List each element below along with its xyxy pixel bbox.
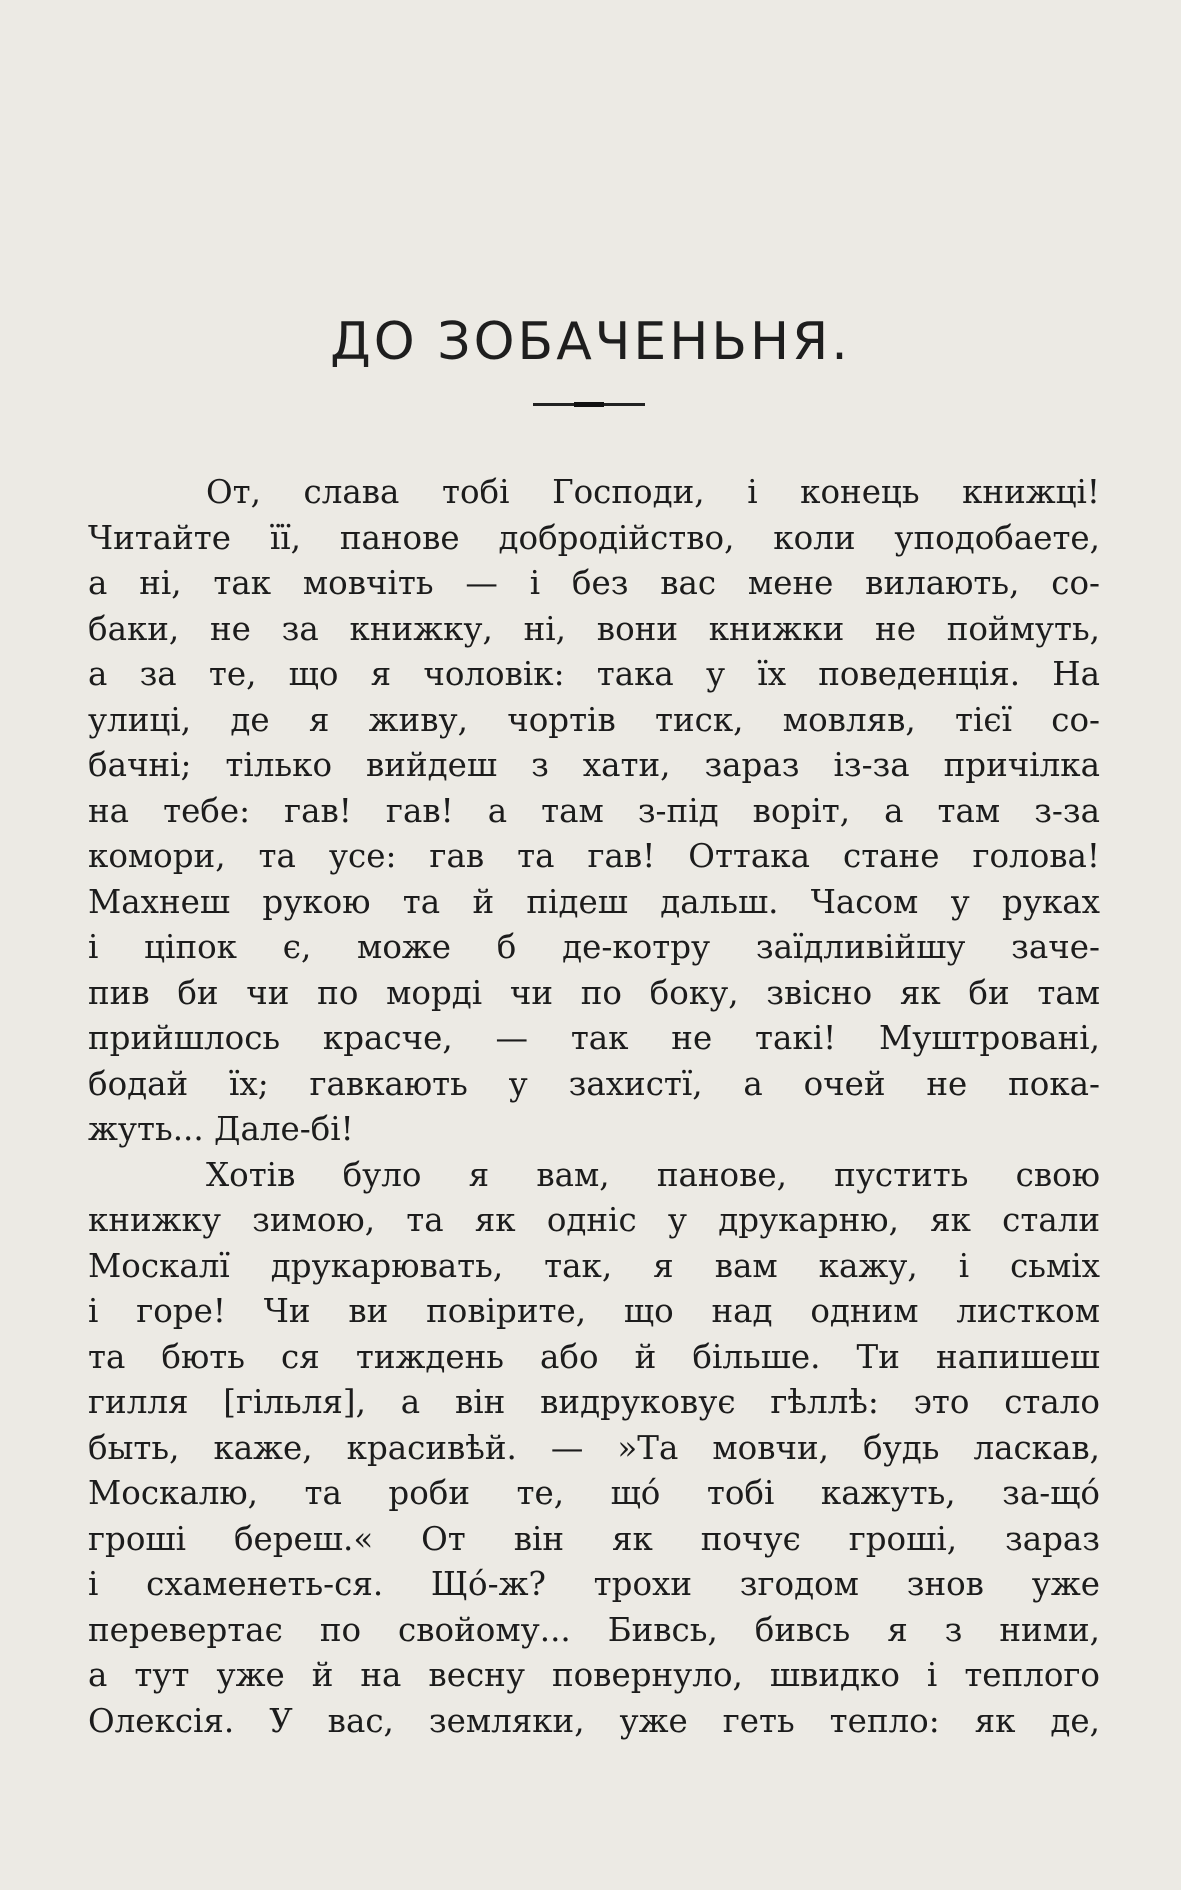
- text-line: пив би чи по морді чи по боку, звісно як би там: [88, 973, 1100, 1012]
- text-line: на тебе: гав! гав! а там з-під воріт, а там з-за: [88, 791, 1100, 830]
- text-line: Олексія. У вас, земляки, уже геть тепло: як де,: [88, 1701, 1100, 1740]
- text-line: Москалю, та роби те, щó тобі кажуть, за-щó: [88, 1474, 1100, 1512]
- text-line: бодай їх; гавкають у захистї, а очей не пока-: [88, 1064, 1100, 1103]
- chapter-title: ДО ЗОБАЧЕНЬНЯ.: [330, 312, 851, 372]
- text-line: Читайте її, панове добродійство, коли уподобаете,: [88, 518, 1100, 557]
- text-line: жуть... Дале-бі!: [88, 1110, 354, 1148]
- title-divider-center: [574, 402, 604, 407]
- text-line: і горе! Чи ви повірите, що над одним листком: [88, 1292, 1100, 1330]
- text-line: быть, каже, красивѣй. — »Та мовчи, будь ласкав,: [88, 1428, 1100, 1467]
- text-line: баки, не за книжку, ні, вони книжки не поймуть,: [88, 609, 1100, 648]
- text-line: а тут уже й на весну повернуло, швидко і теплого: [88, 1656, 1100, 1694]
- text-line: а ні, так мовчіть — і без вас мене вилають, со-: [88, 564, 1100, 602]
- text-line: Москалї друкарювать, так, я вам кажу, і сьміх: [88, 1246, 1100, 1285]
- text-line: Хотів було я вам, панове, пустить свою: [206, 1155, 1100, 1194]
- text-line: Махнеш рукою та й підеш дальш. Часом у руках: [88, 882, 1100, 921]
- text-line: перевертає по свойому... Бивсь, бивсь я з ними,: [88, 1610, 1100, 1649]
- text-line: комори, та усе: гав та гав! Оттака стане голова!: [88, 837, 1100, 875]
- text-line: гроші береш.« От він як почує гроші, зараз: [88, 1519, 1100, 1558]
- body-text: [88, 470, 1100, 1744]
- text-line: улиці, де я живу, чортів тиск, мовляв, тієї со-: [88, 700, 1100, 739]
- text-line: бачні; тілько вийдеш з хати, зараз із-за причілка: [88, 746, 1100, 784]
- text-line: От, слава тобі Господи, і конець книжці!: [206, 473, 1100, 511]
- text-line: та бють ся тиждень або й більше. Ти напишеш: [88, 1337, 1100, 1376]
- text-line: гилля [гільля], а він видруковує гѣллѣ: это стало: [88, 1383, 1100, 1421]
- text-line: прийшлось красче, — так не такі! Муштровані,: [88, 1019, 1100, 1057]
- text-line: і схаменеть-ся. Щó-ж? трохи згодом знов уже: [88, 1565, 1100, 1603]
- text-line: книжку зимою, та як одніс у друкарню, як стали: [88, 1201, 1100, 1239]
- text-line: і ціпок є, може б де-котру заїдливійшу заче-: [88, 928, 1100, 966]
- text-line: а за те, що я чоловік: така у їх поведенція. На: [88, 655, 1100, 693]
